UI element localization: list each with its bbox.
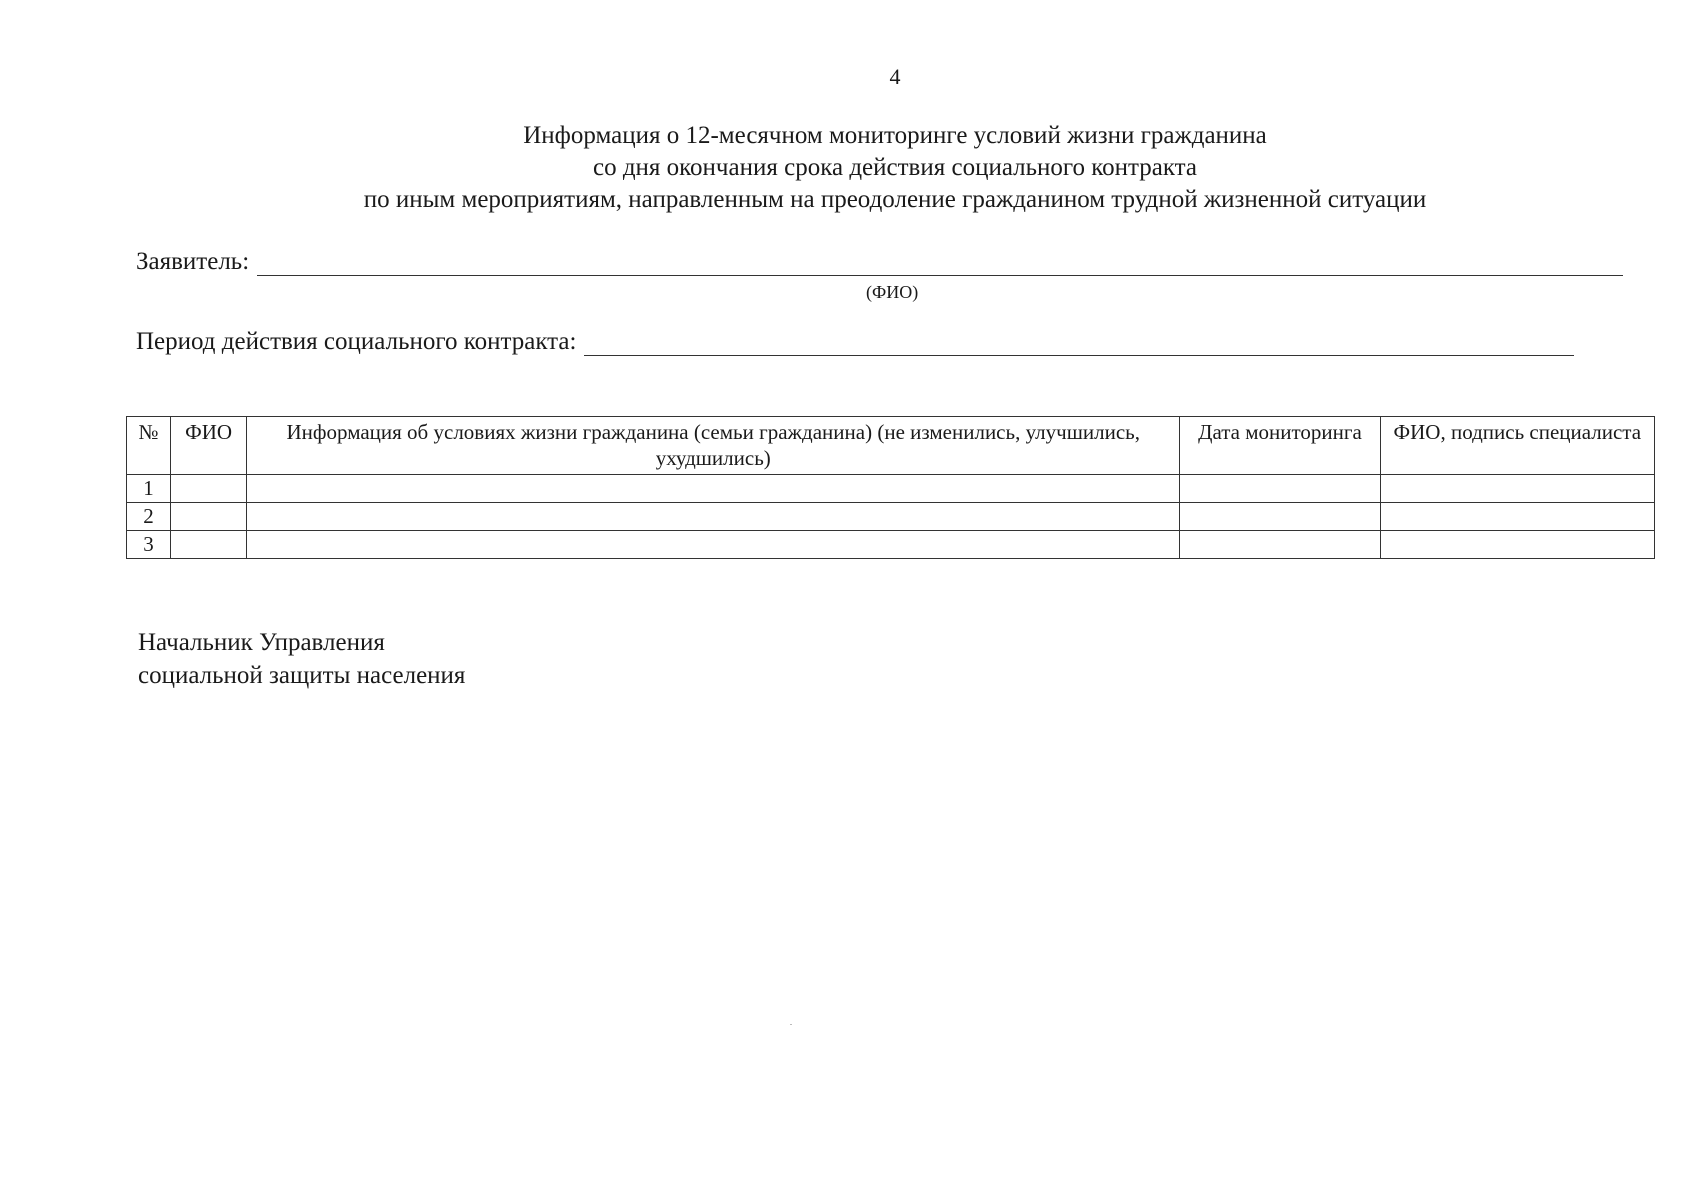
cell-specialist[interactable] [1380,531,1654,559]
signature-line-2: социальной защиты населения [138,662,466,689]
cell-specialist[interactable] [1380,503,1654,531]
row-number: 2 [127,503,171,531]
page-number: 4 [889,64,901,89]
cell-monitoring-date[interactable] [1180,531,1380,559]
monitoring-table [126,416,1655,559]
header-specialist-signature: ФИО, подпись специалиста [1380,417,1654,475]
cell-fio[interactable] [171,503,247,531]
header-living-conditions: Информация об условиях жизни гражданина (семьи гражданина) (не изменились, улучшились, ухудшились) [247,417,1180,475]
header-number: № [127,417,171,475]
cell-living-conditions[interactable] [247,531,1180,559]
table-row [127,531,1655,559]
row-number: 3 [127,531,171,559]
title-line-1: Информация о 12-месячном мониторинге условий жизни гражданина [523,122,1267,149]
cell-monitoring-date[interactable] [1180,475,1380,503]
signature-block [138,626,465,692]
cell-living-conditions[interactable] [247,503,1180,531]
table-row [127,503,1655,531]
title-line-3: по иным мероприятиям, направленным на преодоление гражданином трудной жизненной ситуации [363,186,1427,213]
title-line-2: со дня окончания срока действия социального контракта [592,154,1198,181]
row-number: 1 [127,475,171,503]
applicant-label: Заявитель: [136,248,250,275]
scan-speck [790,1024,792,1025]
contract-period-blank-line[interactable] [584,333,1574,356]
applicant-field [136,248,1623,276]
header-monitoring-date: Дата мониторинга [1180,417,1380,475]
cell-monitoring-date[interactable] [1180,503,1380,531]
header-fio: ФИО [171,417,247,475]
contract-period-field [136,328,1574,356]
cell-fio[interactable] [171,475,247,503]
cell-fio[interactable] [171,531,247,559]
table-row [127,475,1655,503]
table-header-row [127,417,1655,475]
contract-period-label: Период действия социального контракта: [136,328,577,355]
applicant-fio-caption: (ФИО) [866,282,919,302]
applicant-blank-line[interactable] [257,253,1623,276]
cell-living-conditions[interactable] [247,475,1180,503]
document-title [0,120,1698,216]
cell-specialist[interactable] [1380,475,1654,503]
signature-line-1: Начальник Управления [138,629,385,656]
